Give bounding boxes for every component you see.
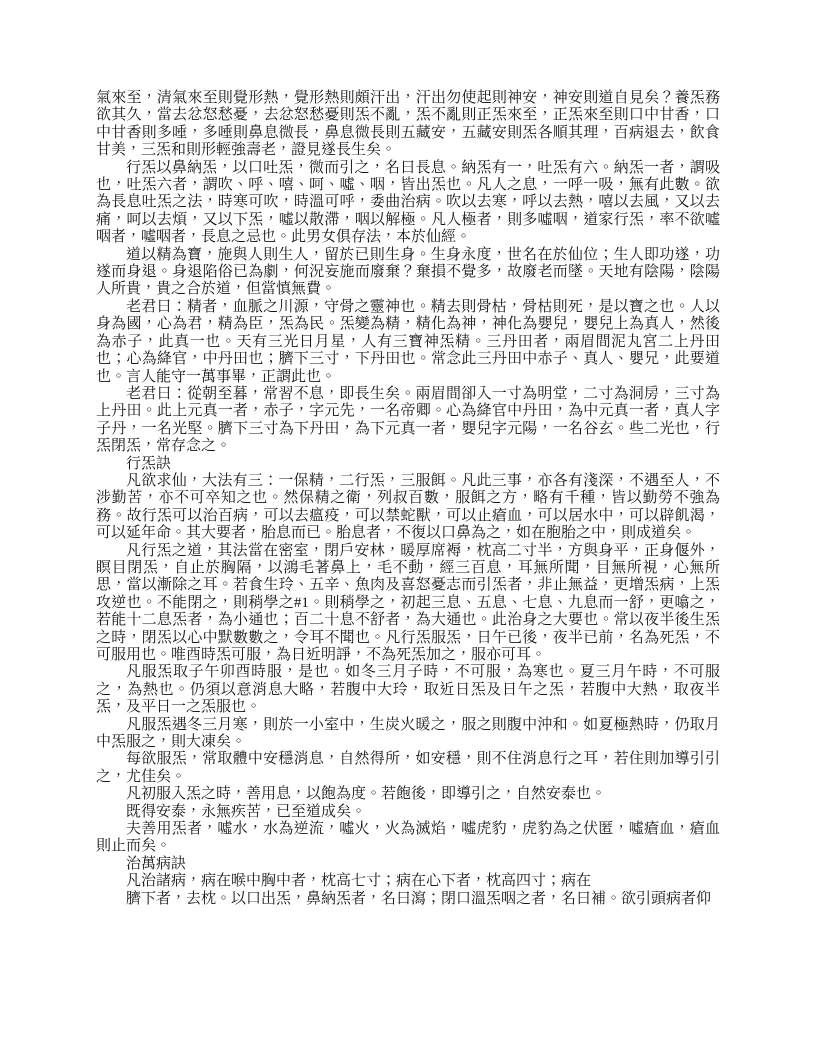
paragraph: 氣來至，清氣來至則覺形熱，覺形熱則頗汗出，汗出勿使起則神安，神安則道自見矣？養炁務欲其久，當去忿怒愁憂，去忿怒愁憂則炁不亂，炁不亂則正炁來至，正炁來至則口中甘香，口中甘香則多唾，多唾則鼻息微長，鼻息微長則五藏安，五藏安則炁各順其理，百病退去，飲食甘美，三炁和則形輕強壽老，證見遂長生矣。 — [96, 90, 720, 159]
paragraph: 行炁以鼻納炁，以口吐炁，微而引之，名曰長息。納炁有一，吐炁有六。納炁一者，謂吸也，吐炁六者，謂吹、呼、嘻、呵、噓、咽，皆出炁也。凡人之息，一呼一吸，無有此數。欲為長息吐炁之法，時寒可吹，時溫可呼，委曲治病。吹以去寒，呼以去熱，嘻以去風，又以去痛，呵以去煩，又以下炁，噓以散滯，咽以解極。凡人極者，則多噓咽，道家行炁，率不欲噓咽者，噓咽者，長息之忌也。此男女俱存法，本於仙經。 — [96, 159, 720, 246]
paragraph: 凡初服入炁之時，善用息，以飽為度。若飽後，即導引之，自然安泰也。 — [126, 786, 607, 803]
section-heading: 治萬病訣 — [126, 855, 187, 872]
paragraph: 老君曰：從朝至暮，常習不息，即長生矣。兩眉間卻入一寸為明堂，二寸為洞房，三寸為上丹田。此上元真一者，赤子，字元先，一名帝卿。心為絳官中丹田，為中元真一者，真人字子丹，一名光堅。臍下三寸為下丹田，為下元真一者，嬰兒字元陽，一名谷玄。些二光也，行炁閉炁，常存念之。 — [96, 385, 720, 455]
paragraph: 凡服炁遇冬三月寒，則於一小室中，生炭火暖之，服之則腹中沖和。如夏極熱時，仍取月中炁服之，則大凍矣。 — [96, 716, 720, 751]
paragraph: 凡欲求仙，大法有三：一保精，二行炁，三服餌。凡此三事，亦各有淺深，不遇至人，不涉勤苦，亦不可卒知之也。然保精之衛，列叔百數，服餌之方，略有千種，皆以勤勞不強為務。故行炁可以治百病，可以去瘟疫，可以禁蛇獸，可以止瘡血，可以居水中，可以辟飢渴，可以延年命。其大要者，胎息而已。胎息者，不復以口鼻為之，如在胞胎之中，則成道矣。 — [96, 472, 720, 542]
section-heading: 行炁訣 — [126, 455, 172, 472]
paragraph: 臍下者，去枕。以口出炁，鼻納炁者，名曰瀉；閉口溫炁咽之者，名曰補。欲引頭病者仰 — [126, 890, 712, 907]
document-text-block — [96, 90, 720, 908]
paragraph: 凡服炁取子午卯酉時服，是也。如冬三月子時，不可服，為寒也。夏三月午時，不可服之，為熱也。仍須以意消息大略，若腹中大玲，取近日炁及日午之炁，若腹中大熱，取夜半炁，及平日一之炁服也。 — [96, 664, 720, 716]
paragraph: 既得安泰，永無疾苦，已至道成矣。 — [126, 803, 367, 820]
paragraph: 凡治諸病，病在喉中胸中者，枕高七寸；病在心下者，枕高四寸；病在 — [126, 873, 592, 890]
paragraph: 道以精為寶，施與人則生人，留於已則生身。生身永度，世名在於仙位；生人即功遂，功遂而身退。身退陷俗已為劇，何況妄施而廢棄？棄損不覺多，故廢老而墜。天地有陰陽，陰陽人所貴，貴之合於道，但當慎無費。 — [96, 246, 720, 298]
paragraph: 每欲服炁，常取體中安穩消息，自然得所，如安穩，則不住消息行之耳，若住則加導引引之，尤佳矣。 — [96, 751, 720, 785]
paragraph: 凡行炁之道，其法當在密室，閉戶安林，暖厚席褥，枕高二寸半，方與身平，正身偃外，瞑目閉炁，自止於胸隔，以鴻毛著鼻上，毛不動，經三百息，耳無所聞，目無所視，心無所思，當以漸除之耳。若食生玲、五辛、魚肉及喜怒憂志而引炁者，非止無益，更增炁病，上炁攻逆也。不能閉之，則稍學之#1。則稍學之，初起三息、五息、七息、九息而一舒，更噏之，若能十二息炁者，為小通也；百二十息不舒者，為大通也。此治身之大要也。常以夜半後生炁之時，閉炁以心中默數數之，令耳不聞也。凡行炁服炁，日午已後，夜半已前，名為死炁，不可服用也。唯酉時炁可服，為日近明諍，不為死炁加之，服亦可耳。 — [96, 542, 720, 663]
paragraph: 老君曰：精者，血脈之川源，守骨之靈神也。精去則骨枯，骨枯則死，是以寶之也。人以身為國，心為君，精為臣，炁為民。炁變為精，精化為神，神化為嬰兒，嬰兒上為真人，然後為赤子，此真一也。天有三光日月星，人有三寶神炁精。三丹田者，兩眉間泥丸宮二上丹田也；心為絳官，中丹田也；臍下三寸，下丹田也。常念此三丹田中赤子、真人、嬰兄，此要道也。言人能守一萬事畢，正謂此也。 — [96, 298, 720, 385]
paragraph: 夫善用炁者，噓水，水為逆流，噓火，火為滅焰，噓虎豹，虎豹為之伏匿，噓瘡血，瘡血則止而矣。 — [96, 821, 720, 855]
